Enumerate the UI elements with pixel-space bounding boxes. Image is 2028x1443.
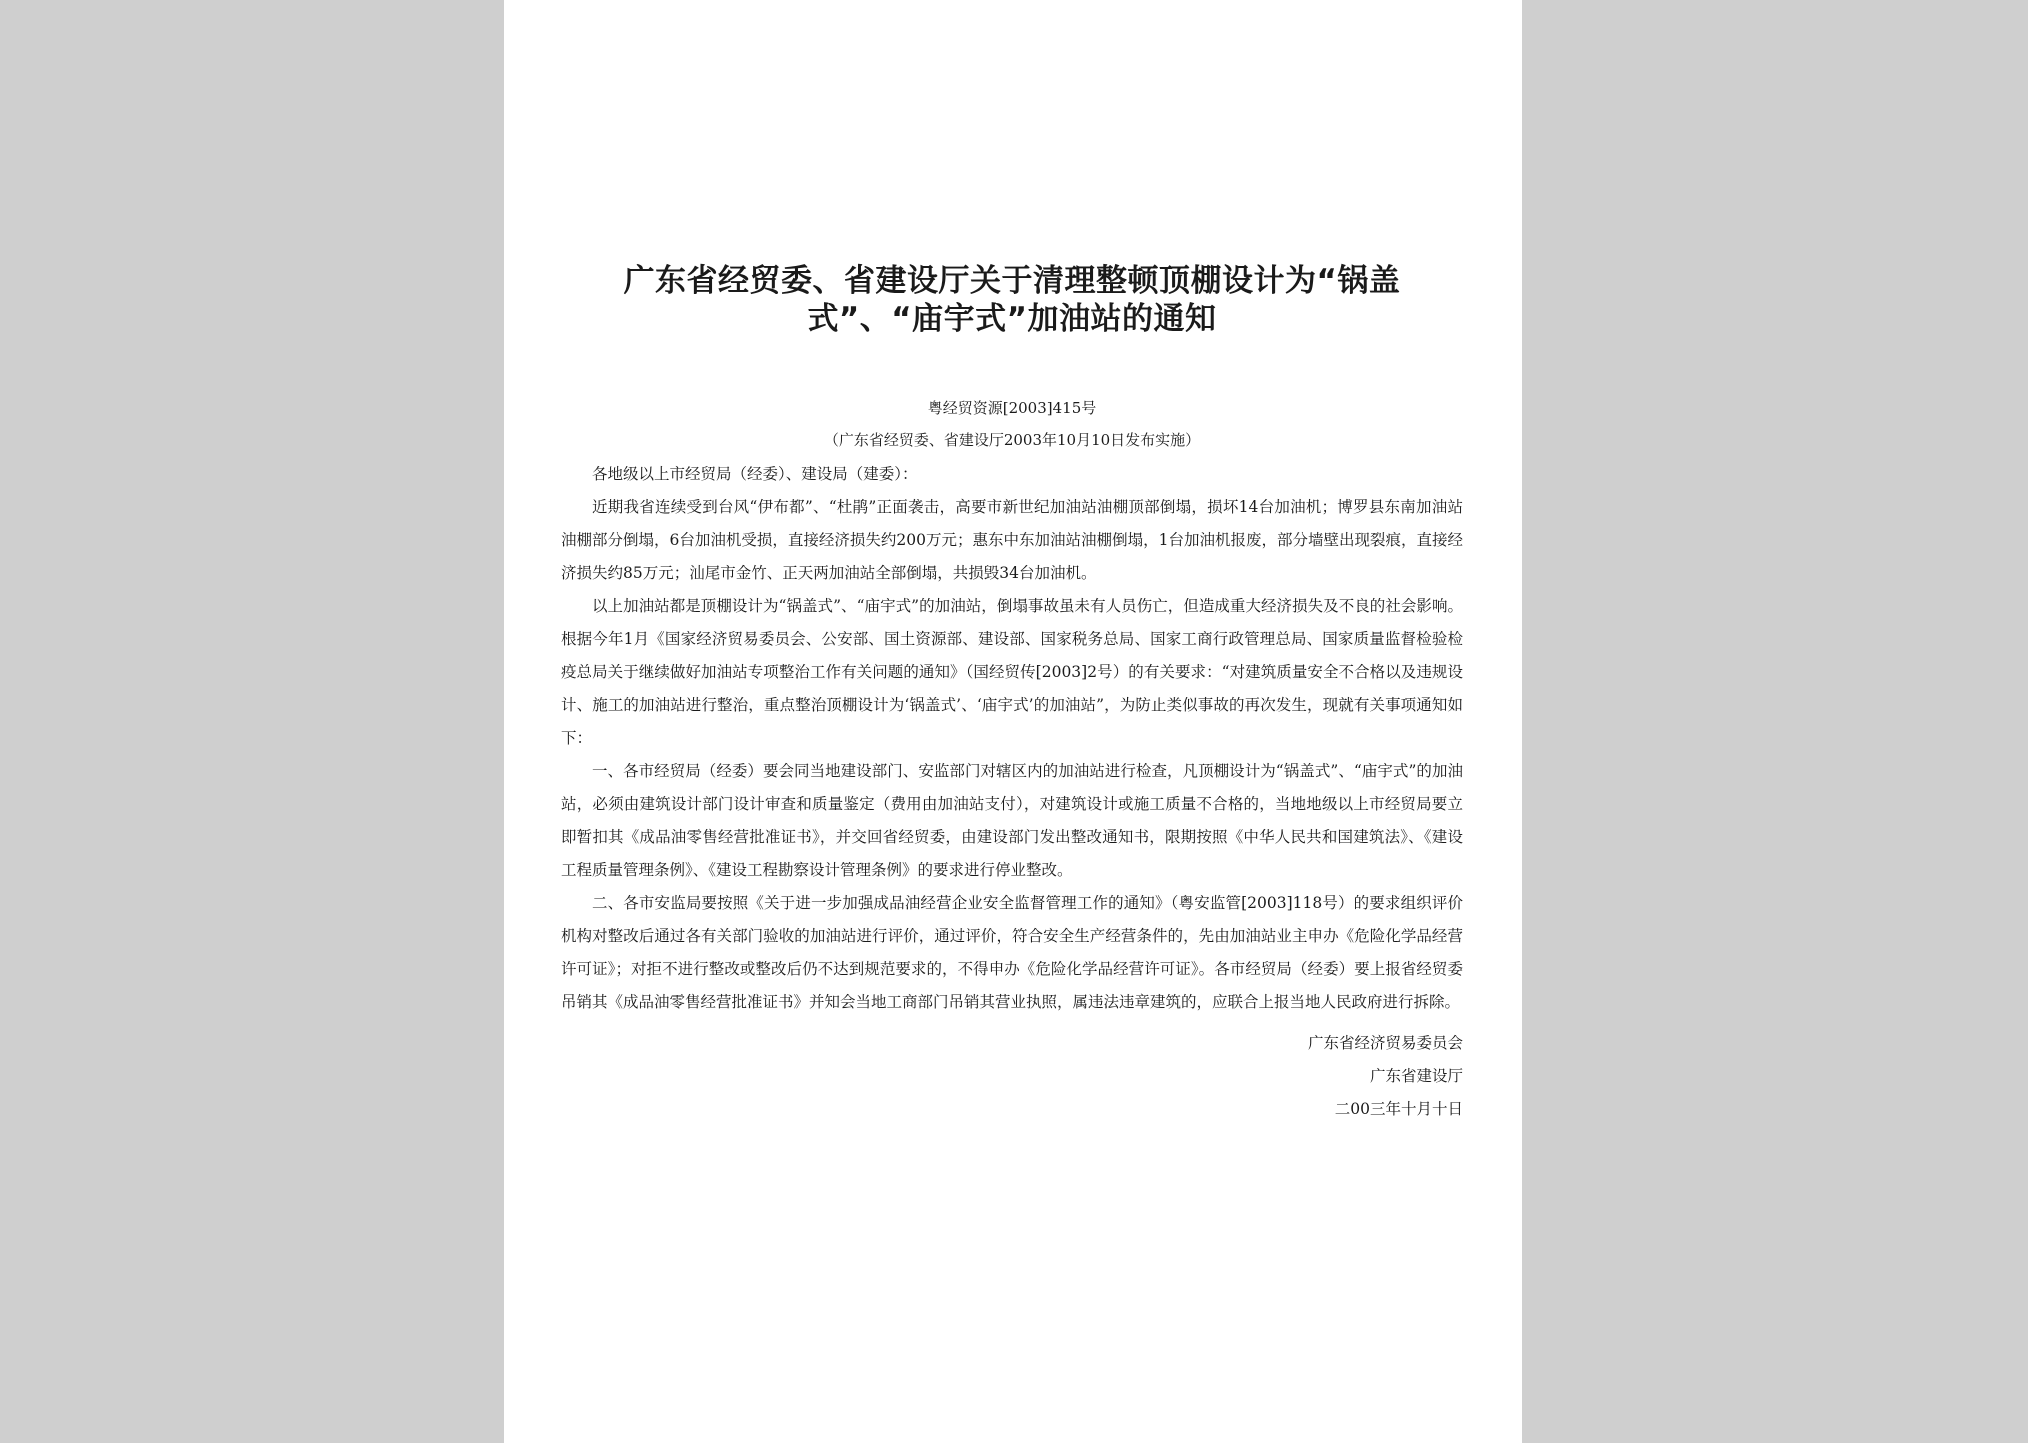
paragraph-incident: 近期我省连续受到台风“伊布都”、“杜鹃”正面袭击，高要市新世纪加油站油棚顶部倒塌，损坏14台加油机；博罗县东南加油站油棚部分倒塌，6台加油机受损，直接经济损失约200万元；惠东中东加油站油棚倒塌，1台加油机报废，部分墙壁出现裂痕，直接经济损失约85万元；汕尾市金竹、正天两加油站全部倒塌，共损毁34台加油机。: [561, 498, 1463, 582]
issued-note: （广东省经贸委、省建设厅2003年10月10日发布实施）: [823, 431, 1201, 449]
paragraph-background: 以上加油站都是顶棚设计为“锅盖式”、“庙宇式”的加油站，倒塌事故虽未有人员伤亡，但造成重大经济损失及不良的社会影响。根据今年1月《国家经济贸易委员会、公安部、国土资源部、建设部、国家税务总局、国家工商行政管理总局、国家质量监督检验检疫总局关于继续做好加油站专项整治工作有关问题的通知》（国经贸传[2003]2号）的有关要求：“对建筑质量安全不合格以及违规设计、施工的加油站进行整治，重点整治顶棚设计为‘锅盖式’、‘庙宇式’的加油站”，为防止类似事故的再次发生，现就有关事项通知如下：: [561, 597, 1463, 747]
salutation: 各地级以上市经贸局（经委）、建设局（建委）：: [592, 465, 918, 483]
paragraph-item-two: 二、各市安监局要按照《关于进一步加强成品油经营企业安全监督管理工作的通知》（粤安监管[2003]118号）的要求组织评价机构对整改后通过各有关部门验收的加油站进行评价，通过评价，符合安全生产经营条件的，先由加油站业主申办《危险化学品经营许可证》；对拒不进行整改或整改后仍不达到规范要求的，不得申办《危险化学品经营许可证》。各市经贸局（经委）要上报省经贸委吊销其《成品油零售经营批准证书》并知会当地工商部门吊销其营业执照，属违法违章建筑的，应联合上报当地人民政府进行拆除。: [561, 894, 1463, 1011]
document-number: 粤经贸资源[2003]415号: [927, 399, 1097, 417]
paragraph-item-one: 一、各市经贸局（经委）要会同当地建设部门、安监部门对辖区内的加油站进行检查，凡顶棚设计为“锅盖式”、“庙宇式”的加油站，必须由建筑设计部门设计审查和质量鉴定（费用由加油站支付），对建筑设计或施工质量不合格的，当地地级以上市经贸局要立即暂扣其《成品油零售经营批准证书》，并交回省经贸委，由建设部门发出整改通知书，限期按照《中华人民共和国建筑法》、《建设工程质量管理条例》、《建设工程勘察设计管理条例》的要求进行停业整改。: [561, 762, 1463, 879]
document-date: 二00三年十月十日: [1334, 1100, 1463, 1118]
document-page: [504, 0, 1522, 1443]
document-body: [561, 458, 1463, 1019]
signatory-economic-trade-commission: 广东省经济贸易委员会: [1307, 1034, 1463, 1052]
document-title: 广东省经贸委、省建设厅关于清理整顿顶棚设计为“锅盖式”、“庙宇式”加油站的通知: [623, 263, 1401, 337]
signatory-construction-department: 广东省建设厅: [1369, 1067, 1463, 1085]
signature-block: [561, 1027, 1463, 1126]
